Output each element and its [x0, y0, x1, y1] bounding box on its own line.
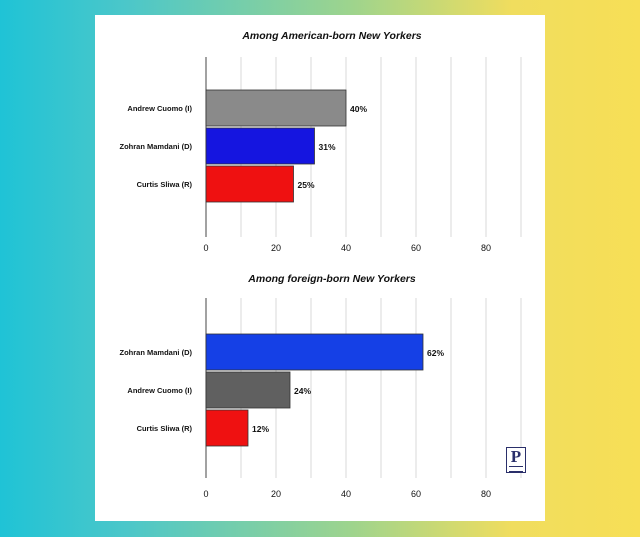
chart-title: Among foreign-born New Yorkers [248, 273, 416, 285]
charts-canvas [95, 15, 545, 521]
tick-label: 40 [340, 243, 352, 253]
value-label: 40% [350, 104, 368, 114]
tick-label: 60 [410, 243, 422, 253]
chart-1 [120, 30, 522, 253]
bar [206, 372, 290, 408]
chart-card [95, 15, 545, 521]
tick-label: 20 [270, 489, 282, 499]
chart-title: Among American-born New Yorkers [242, 30, 422, 42]
bar [206, 166, 294, 202]
value-label: 24% [294, 386, 312, 396]
bar [206, 90, 346, 126]
category-label: Zohran Mamdani (D) [119, 142, 192, 151]
bar [206, 410, 248, 446]
logo-wordmark-icon [509, 466, 523, 472]
category-label: Zohran Mamdani (D) [119, 348, 192, 357]
category-label: Andrew Cuomo (I) [127, 386, 192, 395]
category-label: Curtis Sliwa (R) [136, 424, 192, 433]
tick-label: 0 [203, 243, 209, 253]
tick-label: 80 [480, 243, 492, 253]
tick-label: 60 [410, 489, 422, 499]
tick-label: 40 [340, 489, 352, 499]
value-label: 12% [252, 424, 270, 434]
logo-p-icon: P [510, 447, 522, 466]
tick-label: 0 [203, 489, 209, 499]
category-label: Curtis Sliwa (R) [136, 180, 192, 189]
tick-label: 20 [270, 243, 282, 253]
value-label: 25% [297, 180, 315, 190]
tick-label: 80 [480, 489, 492, 499]
category-label: Andrew Cuomo (I) [127, 104, 192, 113]
bar [206, 334, 423, 370]
patriot-polling-logo [506, 447, 526, 473]
value-label: 62% [427, 348, 445, 358]
bar [206, 128, 315, 164]
value-label: 31% [318, 142, 336, 152]
chart-2 [120, 273, 522, 499]
